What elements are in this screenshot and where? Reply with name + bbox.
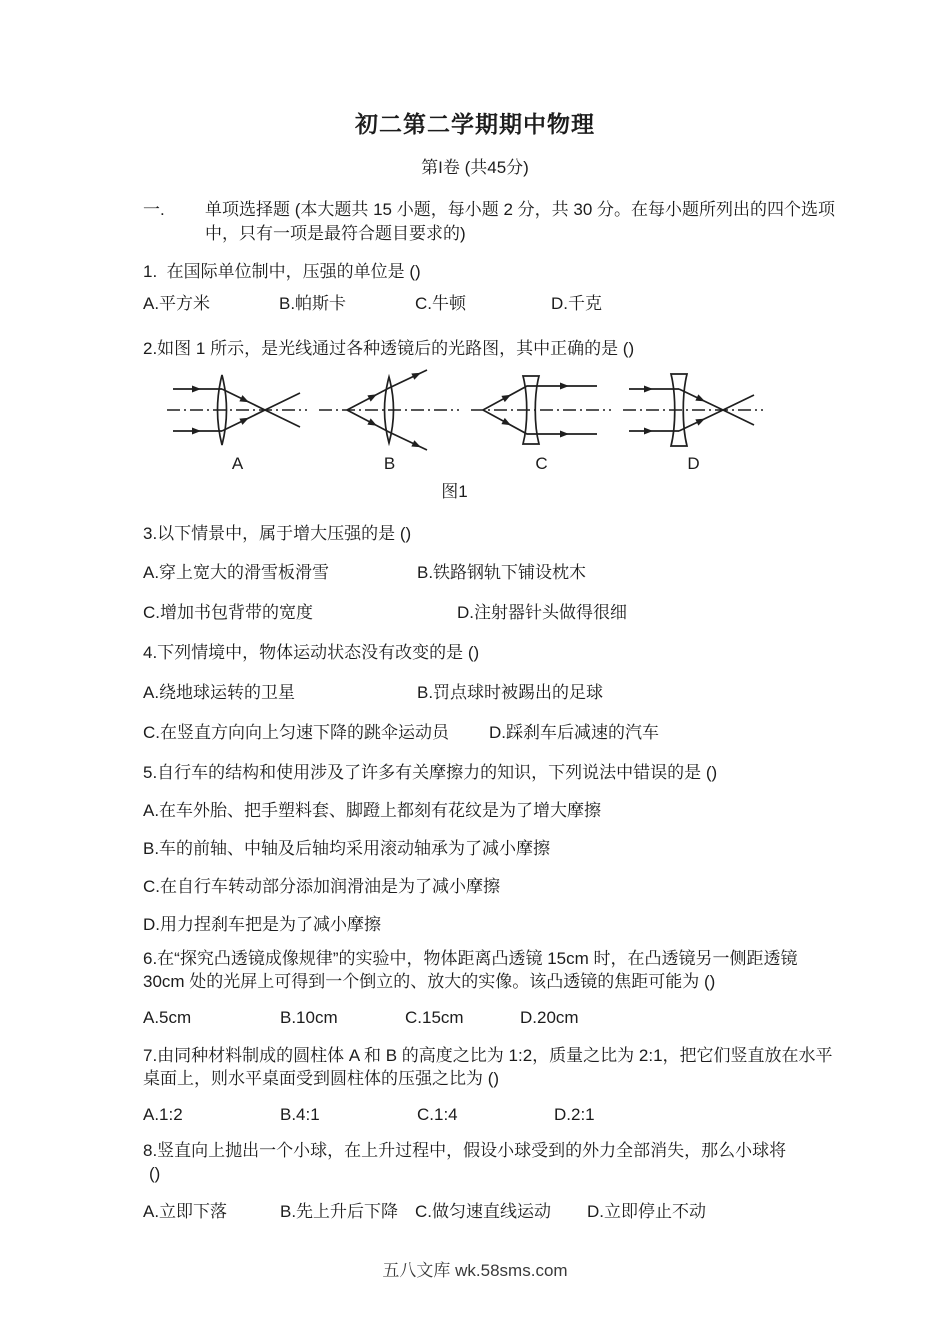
question-7-option-c: C.1:4 (417, 1105, 458, 1124)
section-one-intro (143, 198, 835, 246)
question-3-text: 3.以下情景中，属于增大压强的是 () (143, 524, 412, 543)
lens-diagram-c-drawing (469, 368, 614, 452)
lens-label-b: B (383, 454, 396, 473)
question-6-options (143, 1006, 835, 1029)
lens-diagram-b (317, 368, 462, 474)
question-3-options-row-2 (143, 601, 835, 624)
question-5-text: 5.自行车的结构和使用涉及了许多有关摩擦力的知识，下列说法中错误的是 () (143, 763, 718, 782)
question-8-text-line-2: () (149, 1164, 161, 1183)
question-7-option-a: A.1:2 (143, 1105, 183, 1124)
page-title: 初二第二学期期中物理 (355, 111, 595, 137)
question-8-text (143, 1139, 835, 1185)
question-8-option-c: C.做匀速直线运动 (415, 1202, 551, 1221)
question-8-option-d: D.立即停止不动 (587, 1202, 706, 1221)
question-1-option-d: D.千克 (551, 294, 602, 313)
lens-diagram-a (165, 368, 310, 474)
question-2-text: 2.如图 1 所示，是光线通过各种透镜后的光路图，其中正确的是 () (143, 339, 635, 358)
paper-part-heading: 第I卷 (共45分) (421, 158, 529, 177)
lens-diagram-d (621, 368, 766, 474)
watermark-footer: 五八文库 wk.58sms.com (382, 1261, 568, 1280)
question-5-option-b: B.车的前轴、中轴及后轴均采用滚动轴承为了减小摩擦 (143, 839, 551, 858)
question-5-option-a: A.在车外胎、把手塑料套、脚蹬上都刻有花纹是为了增大摩擦 (143, 801, 602, 820)
question-4-option-d: D.踩刹车后减速的汽车 (489, 723, 659, 742)
question-3-option-d: D.注射器针头做得很细 (457, 603, 627, 622)
question-4-option-a: A.绕地球运转的卫星 (143, 683, 296, 702)
question-1-text: 1. 在国际单位制中，压强的单位是 () (143, 262, 421, 281)
question-8-option-a: A.立即下落 (143, 1202, 228, 1221)
question-6-option-c: C.15cm (405, 1008, 464, 1027)
lens-label-d: D (687, 454, 700, 473)
question-4-text: 4.下列情境中，物体运动状态没有改变的是 () (143, 643, 480, 662)
lens-diagram-c (469, 368, 614, 474)
question-1-option-c: C.牛顿 (415, 294, 466, 313)
lens-label-a: A (231, 454, 244, 473)
question-3-options-row-1 (143, 561, 835, 584)
exam-body (143, 198, 835, 1223)
question-6-option-b: B.10cm (280, 1008, 338, 1027)
question-4-options-row-1 (143, 681, 835, 704)
question-8-text-line-1: 8.竖直向上抛出一个小球，在上升过程中，假设小球受到的外力全部消失，那么小球将 (143, 1141, 787, 1160)
lens-label-c: C (535, 454, 548, 473)
question-7-text: 7.由同种材料制成的圆柱体 A 和 B 的高度之比为 1:2，质量之比为 2:1，把它们竖直放在水平桌面上，则水平桌面受到圆柱体的压强之比为 () (143, 1046, 833, 1088)
question-6-option-d: D.20cm (520, 1008, 579, 1027)
figure-1-caption: 图1 (441, 482, 468, 501)
figure-1 (143, 368, 835, 502)
section-numeral: 一. (143, 200, 165, 219)
question-8-options (143, 1200, 835, 1223)
question-1-option-a: A.平方米 (143, 294, 211, 313)
question-7-options (143, 1103, 835, 1126)
question-7-option-d: D.2:1 (554, 1105, 595, 1124)
question-5-option-d: D.用力捏刹车把是为了减小摩擦 (143, 915, 381, 934)
question-6-text: 6.在“探究凸透镜成像规律”的实验中，物体距离凸透镜 15cm 时，在凸透镜另一侧距透镜 30cm 处的光屏上可得到一个倒立的、放大的实像。该凸透镜的焦距可能为 () (143, 949, 803, 991)
question-7-option-b: B.4:1 (280, 1105, 320, 1124)
question-4-option-b: B.罚点球时被踢出的足球 (417, 683, 604, 702)
question-3-option-a: A.穿上宽大的滑雪板滑雪 (143, 563, 330, 582)
lens-diagram-d-drawing (621, 368, 766, 452)
lens-diagram-a-drawing (165, 368, 310, 452)
lens-diagram-b-drawing (317, 368, 462, 452)
question-5-option-c: C.在自行车转动部分添加润滑油是为了减小摩擦 (143, 877, 500, 896)
section-intro-text: 单项选择题 (本大题共 15 小题，每小题 2 分，共 30 分。在每小题所列出的四个选项中，只有一项是最符合题目要求的) (205, 200, 835, 243)
question-3-option-b: B.铁路钢轨下铺设枕木 (417, 563, 587, 582)
question-6-option-a: A.5cm (143, 1008, 192, 1027)
question-8-option-b: B.先上升后下降 (280, 1202, 399, 1221)
question-1-options (143, 292, 835, 315)
lens-diagram-row (165, 368, 835, 474)
question-3-option-c: C.增加书包背带的宽度 (143, 603, 313, 622)
question-4-options-row-2 (143, 721, 835, 744)
question-1-option-b: B.帕斯卡 (279, 294, 347, 313)
question-4-option-c: C.在竖直方向向上匀速下降的跳伞运动员 (143, 723, 449, 742)
